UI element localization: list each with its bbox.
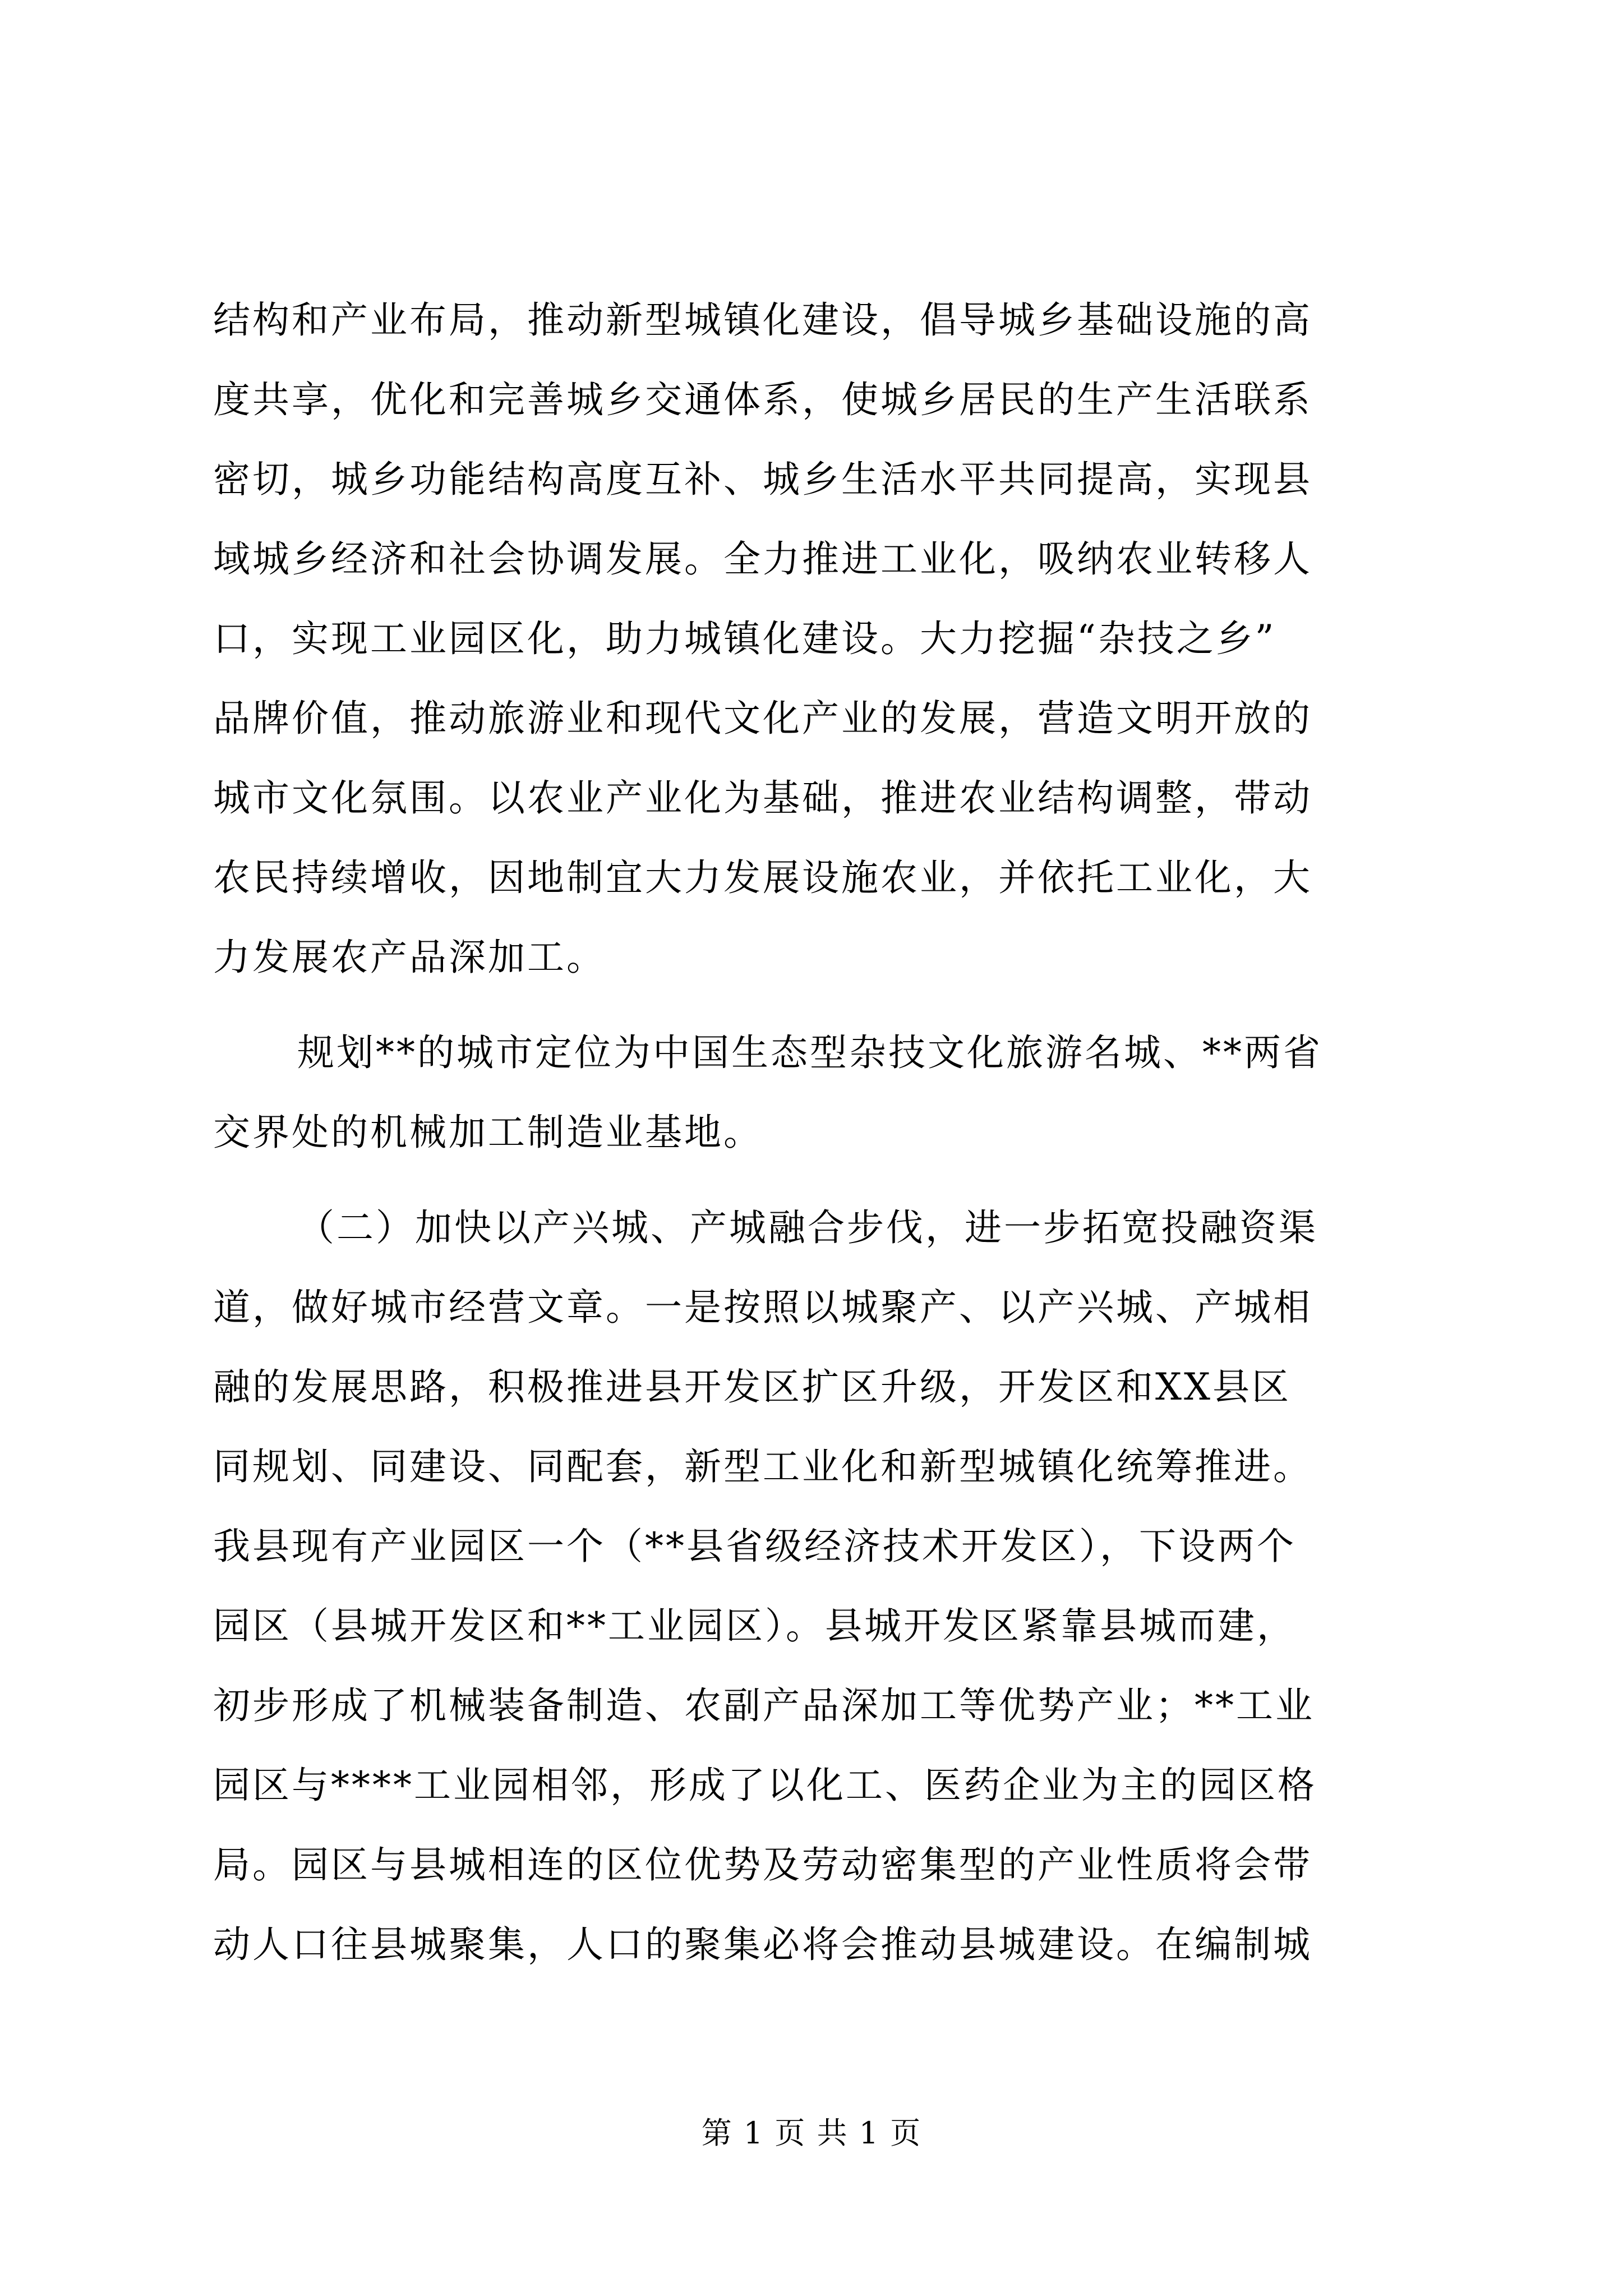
text-line: 道，做好城市经营文章。一是按照以城聚产、以产兴城、产城相: [213, 1286, 1312, 1329]
text-line: 农民持续增收，因地制宜大力发展设施农业，并依托工业化，大: [213, 856, 1312, 899]
text-line: 度共享，优化和完善城乡交通体系，使城乡居民的生产生活联系: [213, 378, 1312, 421]
paragraph-gap: [213, 1172, 1436, 1188]
text-line: 城市文化氛围。以农业产业化为基础，推进农业结构调整，带动: [213, 776, 1312, 820]
page-footer: 第 1 页 共 1 页: [701, 2115, 922, 2151]
text-line: 融的发展思路，积极推进县开发区扩区升级，开发区和XX县区: [213, 1365, 1291, 1409]
text-line: 局。园区与县城相连的区位优势及劳动密集型的产业性质将会带: [213, 1843, 1312, 1887]
text-line: 同规划、同建设、同配套，新型工业化和新型城镇化统筹推进。: [213, 1445, 1312, 1488]
text-line: 口，实现工业园区化，助力城镇化建设。大力挖掘“杂技之乡”: [213, 617, 1276, 660]
text-line: 密切，城乡功能结构高度互补、城乡生活水平共同提高，实现县: [213, 458, 1312, 501]
text-line: 力发展农产品深加工。: [213, 936, 606, 979]
text-line: 交界处的机械加工制造业基地。: [213, 1111, 763, 1154]
paragraph-1: [213, 280, 1436, 997]
text-line: 结构和产业布局，推动新型城镇化建设，倡导城乡基础设施的高: [213, 298, 1312, 342]
text-line: 规划**的城市定位为中国生态型杂技文化旅游名城、**两省: [297, 1031, 1322, 1074]
text-line: 品牌价值，推动旅游业和现代文化产业的发展，营造文明开放的: [213, 697, 1312, 740]
document-body: [213, 280, 1436, 1985]
text-line: 域城乡经济和社会协调发展。全力推进工业化，吸纳农业转移人: [213, 537, 1312, 581]
text-line: （二）加快以产兴城、产城融合步伐，进一步拓宽投融资渠: [297, 1206, 1318, 1249]
paragraph-gap: [213, 997, 1436, 1013]
text-line: 动人口往县城聚集，人口的聚集必将会推动县城建设。在编制城: [213, 1923, 1312, 1966]
paragraph-2: [213, 1013, 1436, 1172]
text-line: 园区与****工业园相邻，形成了以化工、医药企业为主的园区格: [213, 1764, 1317, 1807]
text-line: 初步形成了机械装备制造、农副产品深加工等优势产业；**工业: [213, 1684, 1315, 1727]
text-line: 园区（县城开发区和**工业园区）。县城开发区紧靠县城而建，: [213, 1604, 1296, 1648]
text-line: 我县现有产业园区一个（**县省级经济技术开发区），下设两个: [213, 1525, 1296, 1568]
paragraph-3: [213, 1188, 1436, 1985]
